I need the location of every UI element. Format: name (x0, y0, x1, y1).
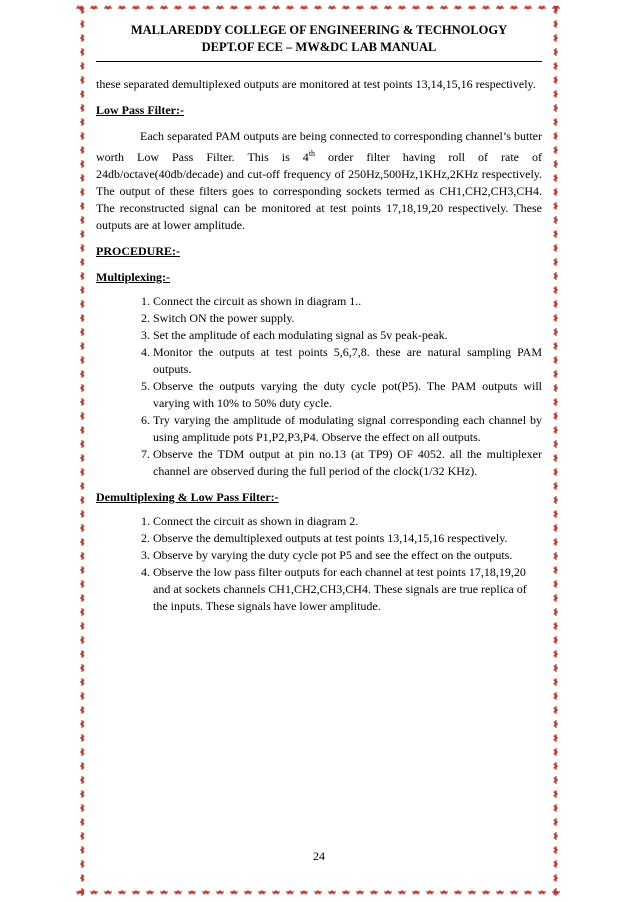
border-motif (104, 6, 112, 10)
border-motif (440, 6, 448, 10)
border-motif (554, 636, 558, 644)
border-motif (554, 622, 558, 630)
border-motif (132, 6, 140, 10)
border-motif (80, 34, 84, 42)
border-motif (80, 76, 84, 84)
border-motif (554, 566, 558, 574)
border-motif (80, 776, 84, 784)
border-motif (554, 370, 558, 378)
border-motif (554, 398, 558, 406)
border-motif (80, 762, 84, 770)
border-motif (482, 890, 490, 894)
border-motif (496, 890, 504, 894)
border-motif (554, 664, 558, 672)
border-motif (554, 412, 558, 420)
border-motif (80, 832, 84, 840)
border-motif (468, 890, 476, 894)
border-motif (554, 874, 558, 882)
border-motif (160, 890, 168, 894)
border-motif (554, 272, 558, 280)
border-motif (554, 538, 558, 546)
border-motif (554, 552, 558, 560)
border-motif (286, 6, 294, 10)
border-motif (80, 202, 84, 210)
border-motif (384, 890, 392, 894)
border-motif (510, 6, 518, 10)
border-motif (80, 90, 84, 98)
header-college-name: MALLAREDDY COLLEGE OF ENGINEERING & TECHNOLOGY (130, 23, 508, 37)
border-motif (554, 706, 558, 714)
border-motif (554, 734, 558, 742)
border-motif (554, 482, 558, 490)
border-motif (80, 132, 84, 140)
border-motif (80, 468, 84, 476)
low-pass-filter-heading: Low Pass Filter:- (96, 103, 184, 117)
list-item: 2. Switch ON the power supply. (153, 310, 542, 327)
border-motif (80, 888, 84, 896)
border-motif (80, 370, 84, 378)
page-number: 24 (313, 849, 325, 863)
border-motif (554, 790, 558, 798)
border-motif (554, 6, 558, 14)
border-motif (80, 510, 84, 518)
procedure-heading: PROCEDURE:- (96, 244, 180, 258)
border-motif (80, 566, 84, 574)
border-motif (554, 132, 558, 140)
border-motif (554, 692, 558, 700)
border-motif (554, 216, 558, 224)
border-motif (80, 734, 84, 742)
border-motif (538, 6, 546, 10)
border-motif (510, 890, 518, 894)
border-motif (80, 146, 84, 154)
border-motif (80, 216, 84, 224)
border-motif (80, 412, 84, 420)
border-motif (554, 888, 558, 896)
border-motif (216, 890, 224, 894)
border-motif (80, 482, 84, 490)
superscript-th: th (308, 149, 316, 158)
border-motif (80, 524, 84, 532)
border-motif (80, 678, 84, 686)
border-motif (554, 188, 558, 196)
border-motif (468, 6, 476, 10)
border-motif (80, 608, 84, 616)
border-motif (370, 6, 378, 10)
border-motif (80, 342, 84, 350)
border-motif (80, 62, 84, 70)
border-motif (554, 440, 558, 448)
border-motif (554, 468, 558, 476)
border-motif (314, 890, 322, 894)
border-motif (554, 76, 558, 84)
list-item: 7. Observe the TDM output at pin no.13 (at TP9) OF 4052. all the multiplexer channel are observed during the full period of the clock(1/32 KHz). (153, 446, 542, 480)
border-motif (80, 538, 84, 546)
border-motif (384, 6, 392, 10)
border-motif (80, 48, 84, 56)
border-motif (300, 6, 308, 10)
border-motif (554, 342, 558, 350)
border-motif (80, 398, 84, 406)
border-motif (244, 6, 252, 10)
border-pattern-bottom (74, 884, 564, 900)
border-motif (554, 454, 558, 462)
border-motif (482, 6, 490, 10)
page-header (96, 22, 542, 56)
border-motif (554, 244, 558, 252)
header-department: DEPT.OF ECE – MW&DC LAB MANUAL (201, 40, 437, 54)
border-motif (80, 552, 84, 560)
border-motif (80, 174, 84, 182)
border-motif (202, 6, 210, 10)
border-motif (554, 258, 558, 266)
border-motif (356, 890, 364, 894)
border-motif (80, 874, 84, 882)
border-motif (80, 636, 84, 644)
border-motif (272, 6, 280, 10)
border-motif (80, 188, 84, 196)
border-motif (80, 650, 84, 658)
border-motif (554, 524, 558, 532)
border-motif (554, 356, 558, 364)
border-motif (554, 594, 558, 602)
list-item: 1. Connect the circuit as shown in diagram 1.. (153, 293, 542, 310)
border-motif (412, 890, 420, 894)
border-motif (328, 6, 336, 10)
border-motif (554, 300, 558, 308)
border-motif (554, 230, 558, 238)
border-motif (554, 118, 558, 126)
border-motif (554, 34, 558, 42)
border-motif (554, 62, 558, 70)
border-motif (132, 890, 140, 894)
multiplexing-steps-list (96, 293, 542, 480)
border-motif (272, 890, 280, 894)
list-item: 2. Observe the demultiplexed outputs at test points 13,14,15,16 respectively. (153, 530, 542, 547)
border-motif (80, 706, 84, 714)
border-motif (554, 496, 558, 504)
border-motif (80, 230, 84, 238)
decorative-border-top (74, 0, 564, 16)
list-item: 5. Observe the outputs varying the duty cycle pot(P5). The PAM outputs will varying with 10% to 50% duty cycle. (153, 378, 542, 412)
border-motif (80, 748, 84, 756)
border-motif (258, 890, 266, 894)
border-motif (90, 890, 98, 894)
intro-paragraph: these separated demultiplexed outputs are monitored at test points 13,14,15,16 respectively. (96, 77, 536, 91)
border-motif (554, 160, 558, 168)
low-pass-text-part1: Each separated PAM outputs are being connected to corresponding channel’s butter worth Low Pass Filter. This is 4 (96, 129, 542, 164)
border-motif (314, 6, 322, 10)
border-pattern-top (74, 0, 564, 16)
border-motif (554, 804, 558, 812)
document-body (96, 76, 542, 615)
border-motif (554, 776, 558, 784)
border-motif (554, 48, 558, 56)
border-motif (80, 580, 84, 588)
low-pass-filter-paragraph (96, 128, 542, 234)
border-motif (188, 6, 196, 10)
border-motif (80, 622, 84, 630)
border-motif (554, 174, 558, 182)
border-motif (80, 272, 84, 280)
border-motif (104, 890, 112, 894)
multiplexing-heading: Multiplexing:- (96, 270, 170, 284)
border-motif (80, 692, 84, 700)
border-motif (80, 118, 84, 126)
list-item: 3. Set the amplitude of each modulating signal as 5v peak-peak. (153, 327, 542, 344)
border-motif (160, 6, 168, 10)
border-motif (80, 720, 84, 728)
border-motif (426, 890, 434, 894)
border-motif (244, 890, 252, 894)
border-motif (398, 890, 406, 894)
border-motif (202, 890, 210, 894)
border-motif (440, 890, 448, 894)
border-motif (454, 6, 462, 10)
border-motif (80, 384, 84, 392)
border-motif (554, 20, 558, 28)
border-motif (554, 580, 558, 588)
border-motif (398, 6, 406, 10)
border-motif (146, 6, 154, 10)
decorative-border-right (548, 0, 564, 902)
border-motif (146, 890, 154, 894)
border-motif (370, 890, 378, 894)
border-motif (286, 890, 294, 894)
list-item: 6. Try varying the amplitude of modulating signal corresponding each channel by using amplitude pots P1,P2,P3,P4. Observe the effect on all outputs. (153, 412, 542, 446)
border-motif (80, 328, 84, 336)
border-pattern-left (74, 0, 90, 902)
border-motif (554, 314, 558, 322)
border-motif (80, 440, 84, 448)
border-motif (230, 6, 238, 10)
border-motif (174, 6, 182, 10)
border-motif (216, 6, 224, 10)
border-motif (554, 720, 558, 728)
border-motif (80, 104, 84, 112)
border-motif (554, 426, 558, 434)
border-motif (554, 90, 558, 98)
border-motif (426, 6, 434, 10)
border-motif (554, 748, 558, 756)
list-item: 3. Observe by varying the duty cycle pot P5 and see the effect on the outputs. (153, 547, 542, 564)
border-motif (554, 832, 558, 840)
list-item: 4. Observe the low pass filter outputs for each channel at test points 17,18,19,20 and at sockets channels CH1,CH2,CH3,CH4. These signals are true replica of the inputs. These signals have lower amplitude. (153, 564, 542, 615)
list-item: 1. Connect the circuit as shown in diagram 2. (153, 513, 542, 530)
border-motif (80, 496, 84, 504)
border-motif (524, 890, 532, 894)
border-motif (80, 244, 84, 252)
border-motif (118, 890, 126, 894)
border-motif (412, 6, 420, 10)
border-motif (554, 328, 558, 336)
border-motif (90, 6, 98, 10)
border-motif (80, 160, 84, 168)
border-motif (538, 890, 546, 894)
border-motif (80, 6, 84, 14)
decorative-border-left (74, 0, 90, 902)
border-motif (118, 6, 126, 10)
decorative-border-bottom (74, 884, 564, 900)
list-item: 4. Monitor the outputs at test points 5,6,7,8. these are natural sampling PAM outputs. (153, 344, 542, 378)
border-motif (554, 104, 558, 112)
header-divider (96, 61, 542, 62)
border-motif (496, 6, 504, 10)
border-motif (554, 762, 558, 770)
demultiplexing-heading: Demultiplexing & Low Pass Filter:- (96, 490, 279, 504)
border-motif (258, 6, 266, 10)
border-motif (554, 202, 558, 210)
border-motif (80, 20, 84, 28)
border-motif (188, 890, 196, 894)
border-motif (342, 890, 350, 894)
border-motif (80, 258, 84, 266)
border-motif (328, 890, 336, 894)
border-motif (80, 426, 84, 434)
border-motif (80, 314, 84, 322)
border-motif (554, 678, 558, 686)
border-motif (454, 890, 462, 894)
border-motif (80, 594, 84, 602)
border-motif (554, 286, 558, 294)
border-motif (80, 454, 84, 462)
border-motif (554, 608, 558, 616)
border-motif (356, 6, 364, 10)
border-motif (80, 664, 84, 672)
border-motif (174, 890, 182, 894)
border-motif (300, 890, 308, 894)
border-motif (554, 384, 558, 392)
low-pass-text-part2: order filter having roll of rate of 24db/octave(40db/decade) and cut-off frequency of 250Hz,500Hz,1KHz,2KHz respectively. The output of these filters goes to corresponding sockets termed as CH1,CH2,CH3,CH4. The reconstructed signal can be monitored at test points 17,18,19,20 respectively. These outputs are at lower amplitude. (96, 150, 543, 232)
border-motif (342, 6, 350, 10)
demultiplexing-steps-list (96, 513, 542, 615)
border-motif (524, 6, 532, 10)
border-motif (80, 804, 84, 812)
border-motif (80, 286, 84, 294)
border-motif (554, 650, 558, 658)
border-pattern-right (548, 0, 564, 902)
border-motif (230, 890, 238, 894)
border-motif (80, 300, 84, 308)
border-motif (80, 790, 84, 798)
border-motif (80, 356, 84, 364)
border-motif (554, 146, 558, 154)
border-motif (554, 818, 558, 826)
border-motif (80, 818, 84, 826)
border-motif (554, 510, 558, 518)
